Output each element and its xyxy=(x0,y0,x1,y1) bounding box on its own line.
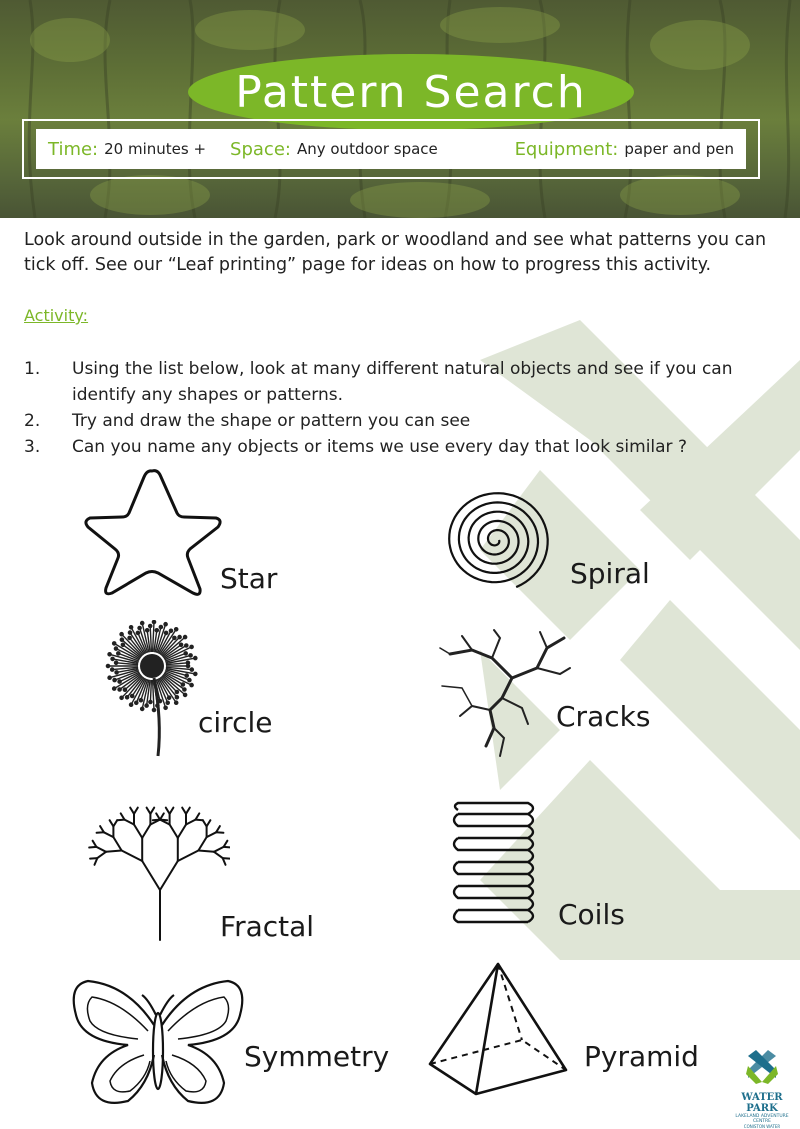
knot-logo-icon xyxy=(742,1048,782,1086)
logo-line2: LAKELAND ADVENTURE CENTRE xyxy=(735,1114,789,1124)
circle-label: circle xyxy=(198,706,273,739)
spiral-label: Spiral xyxy=(570,557,650,590)
cracks-icon xyxy=(432,628,572,760)
steps-list xyxy=(24,356,796,460)
star-label: Star xyxy=(220,562,278,595)
step-number: 2. xyxy=(24,411,41,431)
coil-icon xyxy=(444,800,544,928)
fractal-label: Fractal xyxy=(220,910,315,943)
spiral-icon xyxy=(436,488,554,596)
equipment-value: paper and pen xyxy=(624,140,734,158)
pyramid-label: Pyramid xyxy=(584,1040,699,1073)
page-title: Pattern Search xyxy=(235,66,587,118)
step-number: 3. xyxy=(24,437,41,457)
list-item xyxy=(24,408,796,434)
info-bar xyxy=(36,129,746,169)
equipment-label: Equipment: xyxy=(514,138,619,160)
time-label: Time: xyxy=(48,138,99,160)
coils-label: Coils xyxy=(558,898,625,931)
info-frame xyxy=(22,119,760,179)
space-value: Any outdoor space xyxy=(296,140,438,158)
pyramid-icon xyxy=(426,960,576,1100)
list-item xyxy=(24,356,796,408)
fractal-tree-icon xyxy=(70,790,230,945)
cracks-label: Cracks xyxy=(556,700,651,733)
activity-heading: Activity: xyxy=(24,306,89,325)
star-icon xyxy=(80,465,225,600)
header-banner xyxy=(0,0,800,218)
butterfly-icon xyxy=(68,975,248,1115)
step-text: Can you name any objects or items we use every day that look similar ? xyxy=(72,437,687,457)
step-number: 1. xyxy=(24,359,41,379)
water-park-logo xyxy=(732,1048,792,1129)
space-label: Space: xyxy=(230,138,291,160)
step-text: Using the list below, look at many different natural objects and see if you can identify any shapes or patterns. xyxy=(72,359,733,405)
intro-text: Look around outside in the garden, park or woodland and see what patterns you can tick off. See our “Leaf printing” page for ideas on how to progress this activity. xyxy=(24,230,767,275)
logo-name: WATER PARK xyxy=(741,1092,783,1114)
logo-line3: CONISTON WATER xyxy=(743,1124,781,1129)
list-item xyxy=(24,434,796,460)
dandelion-icon xyxy=(100,620,210,760)
time-value: 20 minutes + xyxy=(104,140,207,158)
symmetry-label: Symmetry xyxy=(244,1040,390,1073)
step-text: Try and draw the shape or pattern you can see xyxy=(72,411,471,431)
